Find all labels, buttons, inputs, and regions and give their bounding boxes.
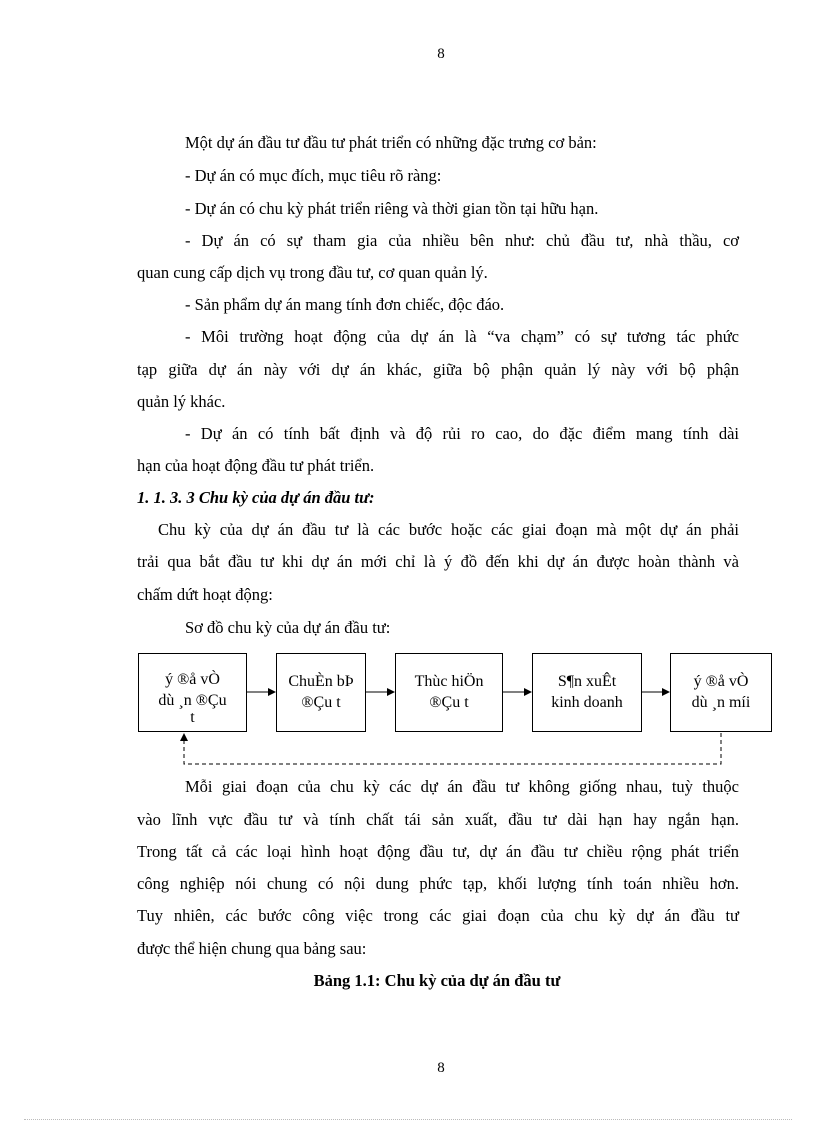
box-production-line1: S¶n xuÊt	[557, 673, 617, 690]
box-implementation-line1: Thùc hiÖn	[414, 673, 484, 690]
feedback-loop	[184, 733, 721, 764]
table-caption: Bảng 1.1: Chu kỳ của dự án đầu tư	[313, 971, 561, 990]
bullet-lifecycle: - Dự án có chu kỳ phát triển riêng và thời gian tồn tại hữu hạn.	[185, 199, 599, 218]
bullet-uncertainty-line1: - Dự án có tính bất định và độ rủi ro cao, do đặc điểm mang tính dài	[185, 424, 739, 443]
box-idea-line1: ý ®å vÒ	[165, 671, 220, 688]
diagram-intro: Sơ đồ chu kỳ của dự án đầu tư:	[185, 618, 391, 637]
paragraph-cycle-line2: trải qua bắt đầu tư khi dự án mới chỉ là ý đồ đến khi dự án được hoàn thành và	[137, 552, 739, 571]
box-implementation-line2: ®Çu t	[429, 694, 469, 711]
bullet-uncertainty-line2: hạn của hoạt động đầu tư phát triển.	[137, 456, 375, 475]
box-production-line2: kinh doanh	[551, 694, 623, 711]
section-heading: 1. 1. 3. 3 Chu kỳ của dự án đầu tư:	[137, 488, 375, 507]
box-new-idea-line2: dù ¸n míi	[691, 694, 751, 711]
box-preparation-line1: ChuÈn bÞ	[288, 673, 354, 690]
bullet-parties-line2: quan cung cấp dịch vụ trong đầu tư, cơ quan quản lý.	[137, 263, 488, 282]
paragraph-cycle-line1: Chu kỳ của dự án đầu tư là các bước hoặc các giai đoạn mà một dự án phải	[158, 520, 739, 539]
paragraph-stages-line5: Tuy nhiên, các bước công việc trong các giai đoạn của chu kỳ dự án đầu tư	[137, 906, 739, 925]
bullet-environment-line2: tạp giữa dự án này với dự án khác, giữa bộ phận quản lý này với bộ phận	[137, 360, 739, 379]
paragraph-stages-line3: Trong tất cả các loại hình hoạt động đầu tư, dự án đầu tư chiều rộng phát triển	[137, 842, 739, 861]
paragraph-cycle-line3: chấm dứt hoạt động:	[137, 585, 273, 604]
paragraph-stages-line1: Mỗi giai đoạn của chu kỳ các dự án đầu tư không giống nhau, tuỳ thuộc	[185, 777, 739, 796]
page-number-top: 8	[437, 46, 445, 62]
bullet-product: - Sản phẩm dự án mang tính đơn chiếc, độc đáo.	[185, 295, 505, 314]
paragraph-stages-line2: vào lĩnh vực đầu tư và tính chất tái sản xuất, đầu tư dài hạn hay ngắn hạn.	[137, 810, 739, 829]
paragraph-intro: Một dự án đầu tư đầu tư phát triển có những đặc trưng cơ bản:	[185, 133, 597, 152]
bullet-purpose: - Dự án có mục đích, mục tiêu rõ ràng:	[185, 166, 442, 185]
page-bottom-divider	[24, 1119, 792, 1120]
page-number-bottom: 8	[437, 1060, 445, 1076]
bullet-parties-line1: - Dự án có sự tham gia của nhiều bên như: chủ đầu tư, nhà thầu, cơ	[185, 231, 739, 250]
box-preparation-line2: ®Çu t	[301, 694, 341, 711]
bullet-environment-line1: - Môi trường hoạt động của dự án là “va chạm” có sự tương tác phức	[185, 327, 739, 346]
box-new-idea-line1: ý ®å vÒ	[693, 673, 749, 690]
bullet-environment-line3: quản lý khác.	[137, 392, 226, 411]
paragraph-stages-line4: công nghiệp nói chung có nội dung phức tạp, khối lượng tính toán nhiều hơn.	[137, 874, 739, 893]
paragraph-stages-line6: được thể hiện chung qua bảng sau:	[137, 939, 367, 958]
box-idea-line3: t	[190, 709, 195, 726]
box-idea-line2: dù ¸n ®Çu	[158, 692, 227, 709]
